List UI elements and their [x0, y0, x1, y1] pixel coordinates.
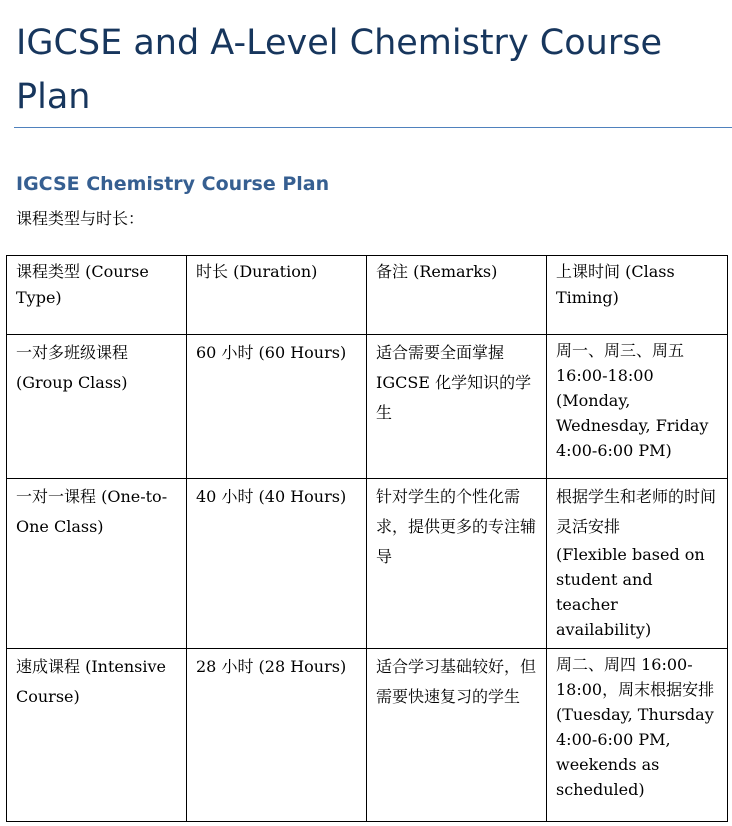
cell-timing — [547, 335, 728, 479]
header-remarks — [367, 256, 547, 335]
cell-course-type — [7, 479, 187, 649]
table-row — [7, 335, 728, 479]
duration-text: 60 小时 (60 Hours) — [196, 343, 347, 362]
course-plan-table — [6, 255, 728, 822]
duration-text: 28 小时 (28 Hours) — [196, 657, 347, 676]
course-type-text: 一对一课程 (One-to-One Class) — [16, 487, 168, 536]
header-class-timing — [547, 256, 728, 335]
timing-text: 周二、周四 16:00-18:00，周末根据安排 (Tuesday, Thursday 4:00-6:00 PM, weekends as scheduled) — [556, 655, 715, 799]
cell-remarks — [367, 335, 547, 479]
cell-remarks — [367, 479, 547, 649]
header-course-type-label: 课程类型 (Course Type) — [16, 262, 149, 307]
timing-text-cn: 根据学生和老师的时间灵活安排 — [556, 487, 717, 536]
course-type-text: 速成课程 (Intensive Course) — [16, 657, 166, 706]
cell-remarks — [367, 649, 547, 822]
cell-course-type — [7, 335, 187, 479]
cell-duration — [187, 335, 367, 479]
table-header-row — [7, 256, 728, 335]
header-duration-label: 时长 (Duration) — [196, 262, 318, 281]
remarks-text: 针对学生的个性化需求，提供更多的专注辅导 — [376, 487, 537, 566]
cell-duration — [187, 479, 367, 649]
cell-course-type — [7, 649, 187, 822]
header-remarks-label: 备注 (Remarks) — [376, 262, 498, 281]
header-course-type — [7, 256, 187, 335]
header-duration — [187, 256, 367, 335]
header-class-timing-label: 上课时间 (Class Timing) — [556, 262, 675, 307]
remarks-text: 适合学习基础较好，但需要快速复习的学生 — [376, 657, 537, 706]
table-row — [7, 479, 728, 649]
table-row — [7, 649, 728, 822]
remarks-text: 适合需要全面掌握 IGCSE 化学知识的学生 — [376, 343, 532, 422]
intro-text: 课程类型与时长： — [16, 209, 145, 228]
cell-timing — [547, 649, 728, 822]
section-heading: IGCSE Chemistry Course Plan — [16, 173, 330, 195]
title-divider — [14, 127, 732, 128]
course-type-text: 一对多班级课程 (Group Class) — [16, 343, 129, 392]
cell-timing — [547, 479, 728, 649]
duration-text: 40 小时 (40 Hours) — [196, 487, 347, 506]
cell-duration — [187, 649, 367, 822]
timing-text: 周一、周三、周五 16:00-18:00 (Monday, Wednesday, Friday 4:00-6:00 PM) — [556, 341, 709, 460]
document-title: IGCSE and A-Level Chemistry Course Plan — [16, 23, 662, 117]
timing-text-en: (Flexible based on student and teacher availability) — [556, 545, 705, 639]
